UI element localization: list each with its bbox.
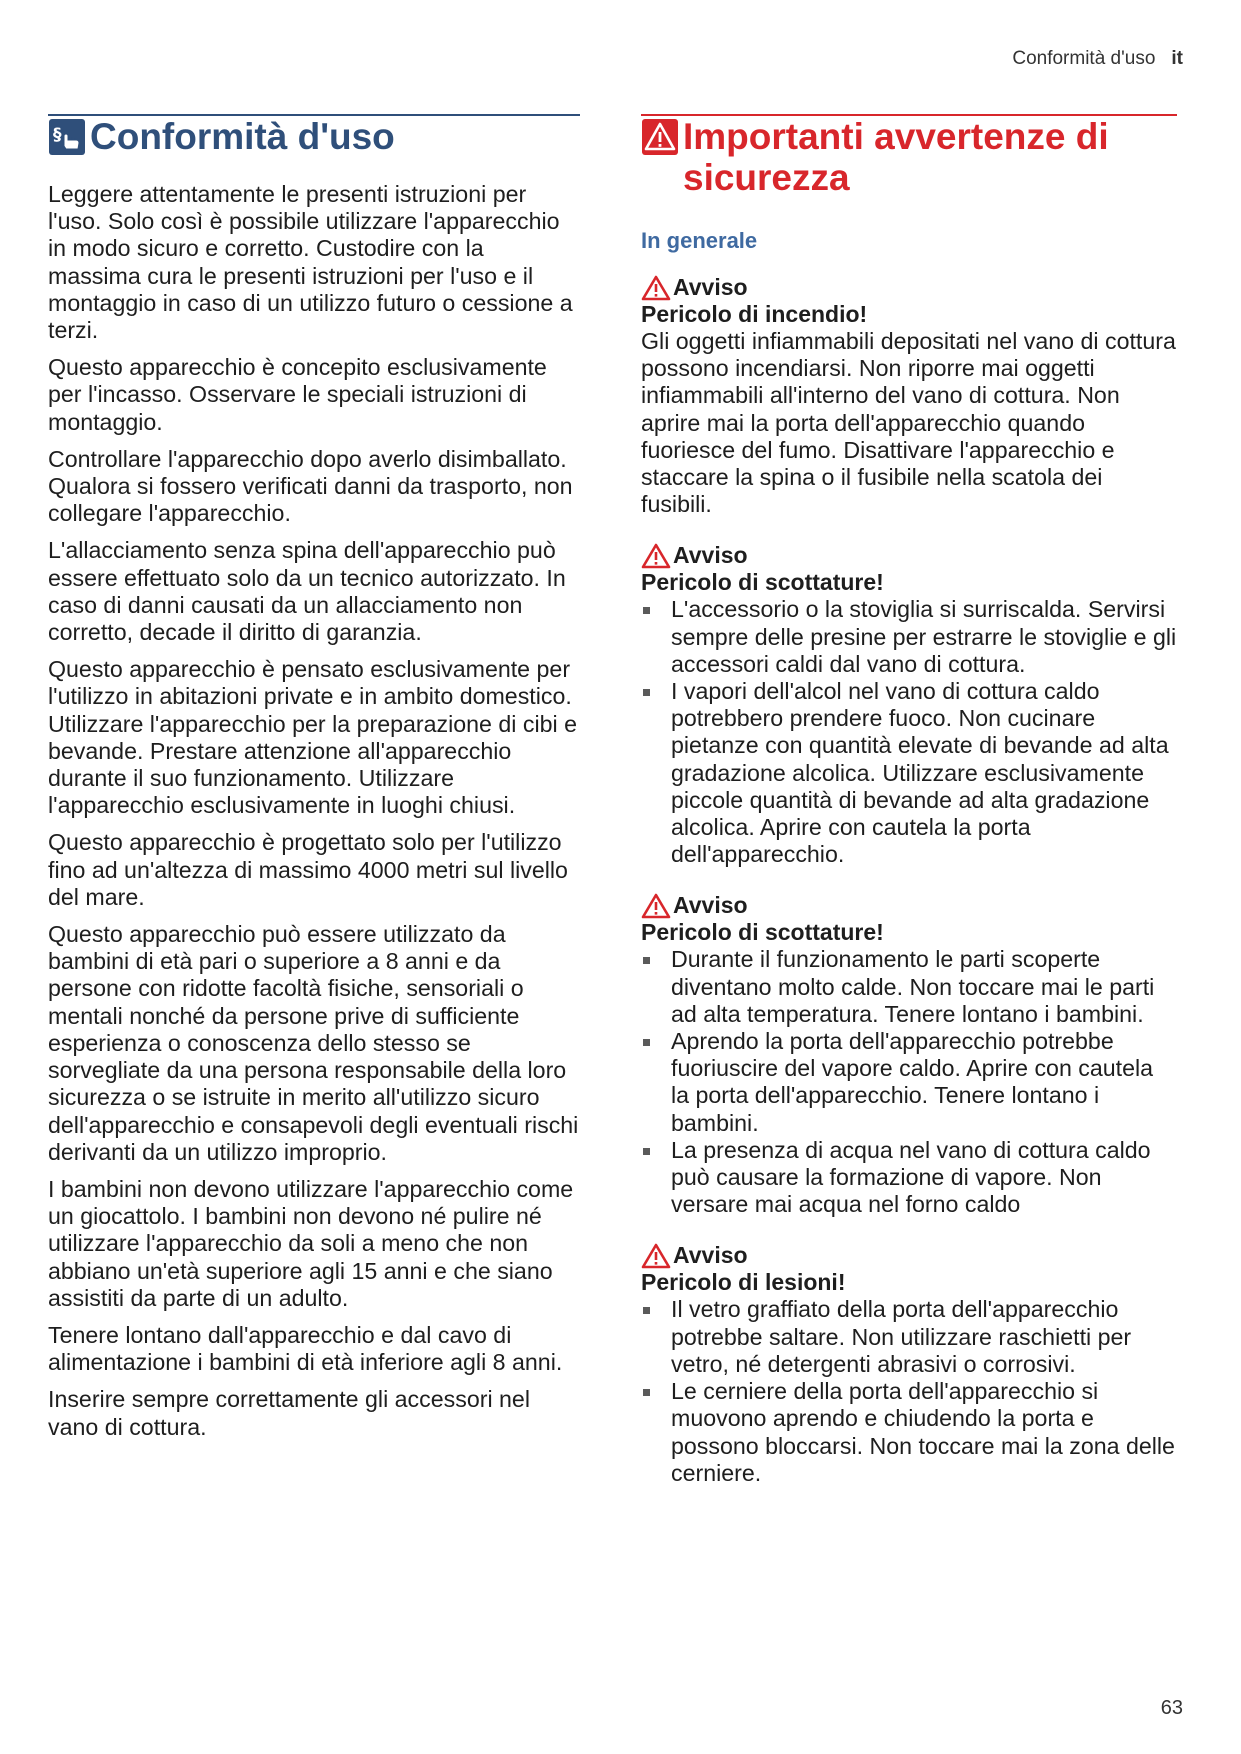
- warning-title: Pericolo di incendio!: [641, 301, 868, 327]
- page-number: 63: [1160, 1697, 1183, 1719]
- list-item: L'accessorio o la stoviglia si surriscalda. Servirsi sempre delle presine per estrarre le stoviglie e gli accessori caldi dal vano di cottura.: [641, 596, 1177, 678]
- warning-triangle-icon: [641, 275, 671, 301]
- paragraph: Tenere lontano dall'apparecchio e dal cavo di alimentazione i bambini di età inferiore agli 8 anni.: [48, 1321, 563, 1376]
- paragraph: I bambini non devono utilizzare l'apparecchio come un giocattolo. I bambini non devono né pulire né utilizzare l'apparecchio da soli a meno che non abbiano un'età superiore agli 15 anni e che siano assistiti da parte di un adulto.: [48, 1175, 574, 1311]
- warning-block: [641, 542, 1177, 868]
- list-item: I vapori dell'alcol nel vano di cottura caldo potrebbero prendere fuoco. Non cucinare pietanze con quantità elevate di bevande ad alta gradazione alcolica. Utilizzare esclusivamente piccole quantità di bevande ad alta gradazione alcolica. Aprire con cautela la porta dell'apparecchio.: [641, 678, 1177, 868]
- usage-hand-icon: [48, 118, 86, 156]
- paragraph: L'allacciamento senza spina dell'apparecchio può essere effettuato solo da un tecnico autorizzato. In caso di danni causati da un allacciamento non corretto, decade il diritto di garanzia.: [48, 537, 566, 646]
- header-language: it: [1171, 48, 1183, 69]
- list-item: Il vetro graffiato della porta dell'apparecchio potrebbe saltare. Non utilizzare raschietti per vetro, né detergenti abrasivi o corrosivi.: [641, 1296, 1177, 1378]
- right-title: [641, 116, 1177, 198]
- running-header: [1012, 48, 1183, 70]
- paragraph: Questo apparecchio è pensato esclusivamente per l'utilizzo in abitazioni private e in ambito domestico. Utilizzare l'apparecchio per la preparazione di cibi e bevande. Prestare attenzione all'apparecchio durante il suo funzionamento. Utilizzare l'apparecchio esclusivamente in luoghi chiusi.: [48, 656, 577, 819]
- right-title-line2: sicurezza: [683, 157, 850, 198]
- warning-text: Gli oggetti infiammabili depositati nel vano di cottura possono incendiarsi. Non riporre mai oggetti infiammabili all'interno del vano di cottura. Non aprire mai la porta dell'apparecchio quando fuoriesce del fumo. Disattivare l'apparecchio e staccare la spina o il fusibile nella scatola dei fusibili.: [641, 328, 1176, 518]
- list-item: Aprendo la porta dell'apparecchio potrebbe fuoriuscire del vapore caldo. Aprire con cautela la porta dell'apparecchio. Tenere lontano i bambini.: [641, 1028, 1177, 1137]
- warning-title: Pericolo di lesioni!: [641, 1269, 846, 1296]
- paragraph: Controllare l'apparecchio dopo averlo disimballato. Qualora si fossero verificati danni da trasporto, non collegare l'apparecchio.: [48, 445, 573, 527]
- list-item: Le cerniere della porta dell'apparecchio si muovono aprendo e chiudendo la porta e possono bloccarsi. Non toccare mai la zona delle cerniere.: [641, 1378, 1177, 1487]
- paragraph: Inserire sempre correttamente gli accessori nel vano di cottura.: [48, 1386, 530, 1440]
- warning-box-icon: [641, 118, 679, 156]
- warning-label: Avviso: [673, 274, 748, 300]
- warning-triangle-icon: [641, 893, 671, 919]
- warning-block: [641, 892, 1177, 1218]
- warning-block: [641, 1242, 1177, 1486]
- warning-title: Pericolo di scottature!: [641, 569, 884, 596]
- left-title-text: Conformità d'uso: [90, 116, 395, 157]
- warning-block: [641, 274, 1177, 518]
- paragraph: Questo apparecchio è concepito esclusivamente per l'incasso. Osservare le speciali istruzioni di montaggio.: [48, 354, 547, 435]
- left-body: [48, 181, 580, 1441]
- bullet-list: [641, 596, 1177, 868]
- list-item: La presenza di acqua nel vano di cottura caldo può causare la formazione di vapore. Non versare mai acqua nel forno caldo: [641, 1137, 1177, 1219]
- warning-label: Avviso: [673, 1242, 748, 1269]
- left-title: [48, 116, 580, 157]
- paragraph: Questo apparecchio può essere utilizzato da bambini di età pari o superiore a 8 anni e da persone con ridotte facoltà fisiche, sensoriali o mentali nonché da persone prive di sufficiente esperienza o conoscenza dello stesso se sorvegliate da una persona responsabile della loro sicurezza o se istruite in merito all'utilizzo sicuro dell'apparecchio e consapevoli degli eventuali rischi derivanti da un utilizzo improprio.: [48, 921, 579, 1165]
- svg-text:§: §: [53, 125, 62, 145]
- left-column: [48, 114, 580, 1451]
- bullet-list: [641, 946, 1177, 1218]
- warning-label: Avviso: [673, 542, 748, 569]
- list-item: Durante il funzionamento le parti scoperte diventano molto calde. Non toccare mai le parti ad alta temperatura. Tenere lontano i bambini.: [641, 946, 1177, 1028]
- paragraph: Questo apparecchio è progettato solo per l'utilizzo fino ad un'altezza di massimo 4000 metri sul livello del mare.: [48, 829, 568, 910]
- warning-label: Avviso: [673, 892, 748, 919]
- right-title-line1: Importanti avvertenze di: [683, 116, 1109, 157]
- header-section: Conformità d'uso: [1012, 48, 1156, 69]
- subheading: In generale: [641, 228, 758, 253]
- right-column: [641, 114, 1177, 1511]
- warning-title: Pericolo di scottature!: [641, 919, 884, 946]
- warning-triangle-icon: [641, 1243, 671, 1269]
- bullet-list: [641, 1296, 1177, 1486]
- paragraph: Leggere attentamente le presenti istruzioni per l'uso. Solo così è possibile utilizzare l'apparecchio in modo sicuro e corretto. Custodire con la massima cura le presenti istruzioni per l'uso e il montaggio in caso di un utilizzo futuro o cessione a terzi.: [48, 181, 573, 344]
- warning-triangle-icon: [641, 543, 671, 569]
